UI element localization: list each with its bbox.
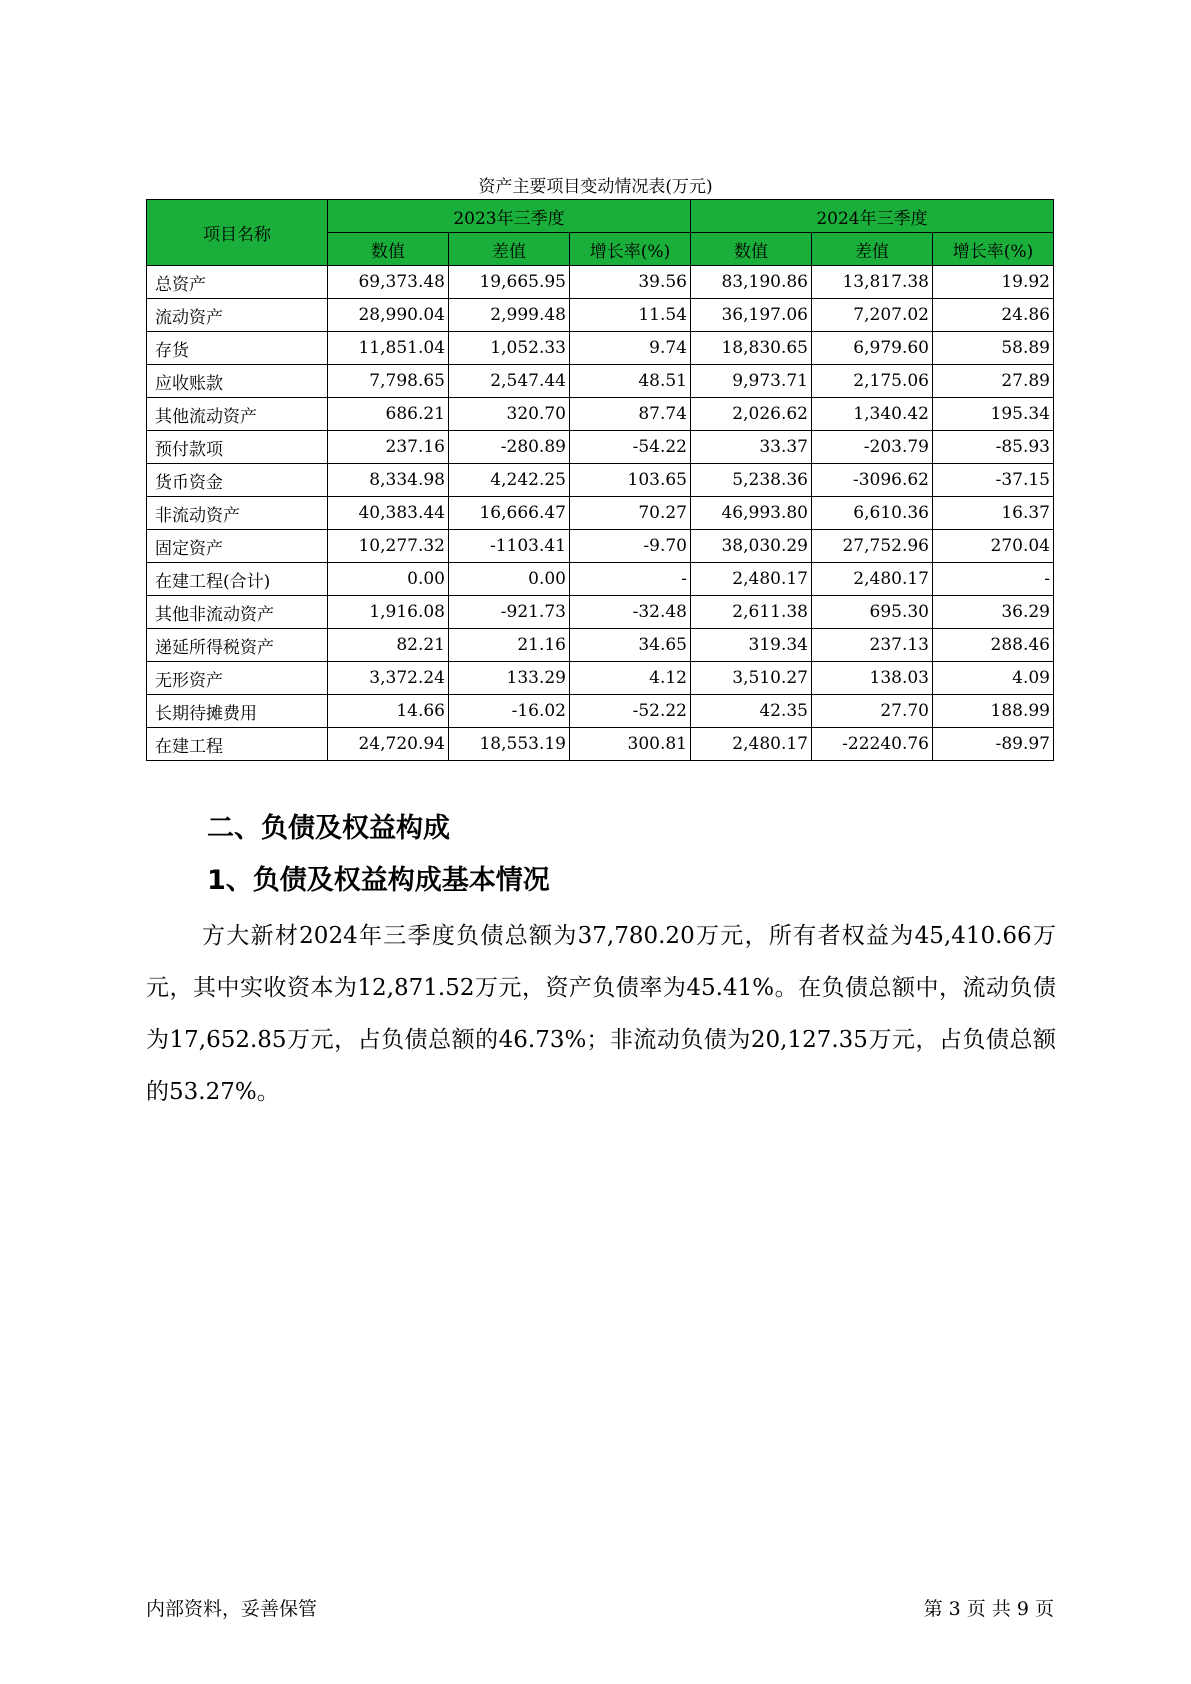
table-cell: 6,610.36	[812, 497, 933, 530]
table-cell: -52.22	[570, 695, 691, 728]
table-cell: 27,752.96	[812, 530, 933, 563]
table-cell: 87.74	[570, 398, 691, 431]
table-cell: 270.04	[933, 530, 1054, 563]
table-cell: -89.97	[933, 728, 1054, 761]
row-label: 总资产	[147, 266, 328, 299]
row-label: 存货	[147, 332, 328, 365]
header-item-name: 项目名称	[147, 200, 328, 266]
table-row	[147, 695, 1054, 728]
table-cell: -280.89	[449, 431, 570, 464]
table-row	[147, 563, 1054, 596]
row-label: 长期待摊费用	[147, 695, 328, 728]
table-cell: 2,999.48	[449, 299, 570, 332]
table-cell: 46,993.80	[691, 497, 812, 530]
table-cell: 16.37	[933, 497, 1054, 530]
table-cell: 4.09	[933, 662, 1054, 695]
footer-note: 内部资料，妥善保管	[146, 1598, 318, 1620]
body-paragraph: 方大新材2024年三季度负债总额为37,780.20万元，所有者权益为45,410.66万元，其中实收资本为12,871.52万元，资产负债率为45.41%。在负债总额中，流动负债为17,652.85万元，占负债总额的46.73%；非流动负债为20,127.35万元，占负债总额的53.27%。	[146, 923, 1056, 1105]
row-label: 流动资产	[147, 299, 328, 332]
table-cell: 19.92	[933, 266, 1054, 299]
row-label: 递延所得税资产	[147, 629, 328, 662]
table-cell: -54.22	[570, 431, 691, 464]
table-row	[147, 596, 1054, 629]
table-cell: 6,979.60	[812, 332, 933, 365]
table-cell: 2,611.38	[691, 596, 812, 629]
subheader-diff: 差值	[449, 233, 570, 266]
row-label: 在建工程(合计)	[147, 563, 328, 596]
table-cell: -9.70	[570, 530, 691, 563]
table-cell: 2,480.17	[812, 563, 933, 596]
table-cell: 18,553.19	[449, 728, 570, 761]
table-cell: 237.13	[812, 629, 933, 662]
table-cell: 48.51	[570, 365, 691, 398]
row-label: 货币资金	[147, 464, 328, 497]
table-cell: 33.37	[691, 431, 812, 464]
table-cell: 69,373.48	[328, 266, 449, 299]
table-row	[147, 398, 1054, 431]
table-cell: 82.21	[328, 629, 449, 662]
table-cell: 319.34	[691, 629, 812, 662]
asset-change-table	[146, 199, 1054, 761]
table-cell: 4,242.25	[449, 464, 570, 497]
table-cell: -921.73	[449, 596, 570, 629]
subheader-diff: 差值	[812, 233, 933, 266]
table-cell: 4.12	[570, 662, 691, 695]
table-cell: 58.89	[933, 332, 1054, 365]
table-cell: 5,238.36	[691, 464, 812, 497]
row-label: 非流动资产	[147, 497, 328, 530]
table-cell: 237.16	[328, 431, 449, 464]
table-cell: 83,190.86	[691, 266, 812, 299]
table-cell: -32.48	[570, 596, 691, 629]
table-body	[147, 266, 1054, 761]
table-row	[147, 530, 1054, 563]
row-label: 应收账款	[147, 365, 328, 398]
table-cell: 7,798.65	[328, 365, 449, 398]
row-label: 在建工程	[147, 728, 328, 761]
table-cell: -37.15	[933, 464, 1054, 497]
table-cell: 18,830.65	[691, 332, 812, 365]
table-cell: 24.86	[933, 299, 1054, 332]
table-cell: 195.34	[933, 398, 1054, 431]
table-cell: 70.27	[570, 497, 691, 530]
table-cell: 0.00	[328, 563, 449, 596]
table-cell: 300.81	[570, 728, 691, 761]
table-cell: 2,547.44	[449, 365, 570, 398]
subheader-value: 数值	[691, 233, 812, 266]
header-period-2024: 2024年三季度	[691, 200, 1054, 233]
table-cell: 320.70	[449, 398, 570, 431]
table-cell: 9,973.71	[691, 365, 812, 398]
table-cell: 11.54	[570, 299, 691, 332]
row-label: 无形资产	[147, 662, 328, 695]
table-cell: 188.99	[933, 695, 1054, 728]
table-cell: -1103.41	[449, 530, 570, 563]
table-cell: 14.66	[328, 695, 449, 728]
table-cell: -22240.76	[812, 728, 933, 761]
table-row	[147, 464, 1054, 497]
table-cell: 36,197.06	[691, 299, 812, 332]
page-number: 第 3 页 共 9 页	[923, 1598, 1054, 1620]
table-row	[147, 332, 1054, 365]
table-cell: 16,666.47	[449, 497, 570, 530]
table-row	[147, 365, 1054, 398]
table-cell: 27.89	[933, 365, 1054, 398]
table-cell: 19,665.95	[449, 266, 570, 299]
row-label: 其他非流动资产	[147, 596, 328, 629]
table-cell: 42.35	[691, 695, 812, 728]
table-row	[147, 629, 1054, 662]
table-row	[147, 299, 1054, 332]
table-cell: 8,334.98	[328, 464, 449, 497]
table-cell: 103.65	[570, 464, 691, 497]
table-cell: 13,817.38	[812, 266, 933, 299]
table-cell: 34.65	[570, 629, 691, 662]
table-cell: 2,026.62	[691, 398, 812, 431]
row-label: 其他流动资产	[147, 398, 328, 431]
header-period-2023: 2023年三季度	[328, 200, 691, 233]
table-cell: -16.02	[449, 695, 570, 728]
table-cell: 695.30	[812, 596, 933, 629]
subheader-value: 数值	[328, 233, 449, 266]
table-cell: 36.29	[933, 596, 1054, 629]
table-row	[147, 431, 1054, 464]
table-cell: 288.46	[933, 629, 1054, 662]
table-cell: 133.29	[449, 662, 570, 695]
table-cell: 7,207.02	[812, 299, 933, 332]
table-cell: 686.21	[328, 398, 449, 431]
table-cell: -85.93	[933, 431, 1054, 464]
table-cell: 11,851.04	[328, 332, 449, 365]
table-cell: -3096.62	[812, 464, 933, 497]
table-cell: 10,277.32	[328, 530, 449, 563]
table-cell: 1,052.33	[449, 332, 570, 365]
table-cell: 3,372.24	[328, 662, 449, 695]
table-caption: 资产主要项目变动情况表(万元)	[478, 177, 713, 197]
table-cell: 1,340.42	[812, 398, 933, 431]
table-cell: 9.74	[570, 332, 691, 365]
table-cell: 27.70	[812, 695, 933, 728]
subsection-title: 1、负债及权益构成基本情况	[207, 865, 550, 896]
table-cell: 24,720.94	[328, 728, 449, 761]
row-label: 预付款项	[147, 431, 328, 464]
table-row	[147, 266, 1054, 299]
table-cell: -	[570, 563, 691, 596]
table-cell: 39.56	[570, 266, 691, 299]
table-cell: 38,030.29	[691, 530, 812, 563]
table-cell: 0.00	[449, 563, 570, 596]
table-cell: 1,916.08	[328, 596, 449, 629]
table-row	[147, 728, 1054, 761]
subheader-growth: 增长率(%)	[570, 233, 691, 266]
table-cell: -	[933, 563, 1054, 596]
row-label: 固定资产	[147, 530, 328, 563]
table-cell: 40,383.44	[328, 497, 449, 530]
table-row	[147, 662, 1054, 695]
table-cell: 2,480.17	[691, 728, 812, 761]
table-cell: 21.16	[449, 629, 570, 662]
table-cell: 138.03	[812, 662, 933, 695]
section-title: 二、负债及权益构成	[207, 813, 450, 844]
table-cell: 3,510.27	[691, 662, 812, 695]
table-cell: 2,175.06	[812, 365, 933, 398]
table-row	[147, 497, 1054, 530]
table-cell: 28,990.04	[328, 299, 449, 332]
table-cell: -203.79	[812, 431, 933, 464]
table-cell: 2,480.17	[691, 563, 812, 596]
subheader-growth: 增长率(%)	[933, 233, 1054, 266]
